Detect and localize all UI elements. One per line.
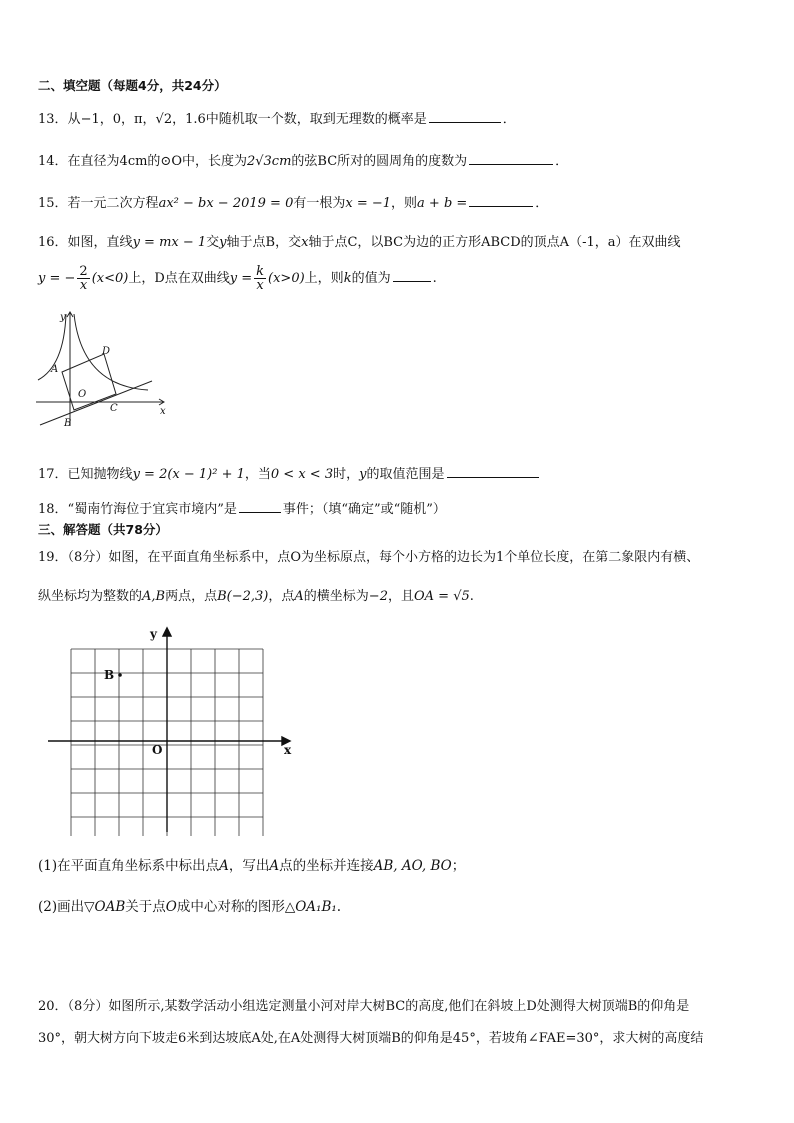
q19-text: 的横坐标为 (303, 589, 369, 604)
q17-text: ，当 (244, 467, 271, 482)
q20-text: （8分）如图所示,某数学活动小组选定测量小河对岸大树BC的高度,他们在斜坡上D处测得大树顶端B的仰角是 (67, 999, 690, 1014)
q19-text: 两点，点 (165, 589, 218, 604)
q15-equation: ax² − bx − 2019 = 0 (158, 196, 294, 211)
q17-text: 的取值范围是 (366, 467, 445, 482)
q19-text: ，点 (268, 589, 295, 604)
q16-figure (36, 308, 170, 430)
q16-hyperbola-2-lhs: y = (229, 271, 253, 286)
q19-point-b-label: B (104, 668, 115, 682)
q16-point-d-label: D (102, 346, 111, 357)
q16-line-bc (40, 381, 152, 425)
q19-x-label: x (284, 743, 292, 757)
q16-condition-1: (x<0) (91, 271, 129, 286)
question-19-line-2 (38, 588, 760, 606)
q16-hyperbola-1-lhs: y = − (38, 271, 76, 286)
q17-answer-blank[interactable] (447, 463, 539, 478)
question-15 (38, 192, 760, 213)
q15-answer-blank[interactable] (469, 192, 533, 207)
q19-part-2-text: 成中心对称的图形 (176, 899, 285, 915)
q15-text-c: ，则 (391, 196, 418, 211)
q19-part-1-a: A (219, 858, 229, 874)
question-19-line-1 (38, 549, 760, 567)
q19-part-2-text: 画出 (57, 899, 85, 915)
q19-b-coordinate: B(−2,3) (217, 589, 269, 604)
q19-point-b (118, 673, 122, 677)
q15-text-a: 若一元二次方程 (67, 196, 159, 211)
q19-part-1-segments: AB, AO, BO (373, 858, 452, 874)
q19-part-2-number: (2) (38, 899, 58, 915)
q17-y: y (359, 467, 367, 482)
question-17 (38, 463, 760, 484)
q13-values: −1，0，π，√2，1.6 (80, 112, 206, 127)
q19-number: 19． (38, 550, 68, 565)
q16-fraction-1 (77, 265, 89, 292)
section-3-heading: 三、解答题（共78分） (38, 522, 168, 537)
q16-fraction-2 (254, 265, 266, 292)
q16-text: 的值为 (351, 271, 391, 286)
q16-condition-2: (x>0) (268, 271, 305, 286)
q19-grid-figure (44, 622, 304, 836)
q14-answer-blank[interactable] (469, 150, 553, 165)
q19-y-label: y (150, 627, 157, 641)
q14-text-a: 在直径为4cm的⊙O中，长度为 (67, 154, 247, 169)
q19-part-1-a: A (269, 858, 280, 874)
q16-y-label: y (60, 312, 66, 323)
q16-x: x (301, 235, 309, 250)
q16-text: 上，D点在双曲线 (128, 271, 230, 286)
q17-text: 时， (333, 467, 360, 482)
q18-text: “蜀南竹海位于宜宾市境内”是 (67, 502, 237, 517)
q18-number: 18． (38, 502, 68, 517)
q16-text: 如图，直线 (67, 235, 133, 250)
question-20-line-1 (38, 998, 760, 1016)
q16-text: 交 (206, 235, 220, 250)
q16-point-a-label: A (51, 364, 59, 375)
q14-text-b: 的弦BC所对的圆周角的度数为 (291, 154, 468, 169)
q17-text: 已知抛物线 (67, 467, 133, 482)
question-13 (38, 108, 760, 129)
q16-text: 上，则 (304, 271, 344, 286)
q16-frac1-denominator: x (79, 278, 88, 293)
question-16-line-1 (38, 234, 760, 252)
q19-a: A (294, 589, 304, 604)
q19-text: ，且 (387, 589, 414, 604)
q13-end: ． (502, 112, 516, 127)
q19-y-arrow-icon (163, 628, 171, 636)
q19-text: 纵坐标均为整数的 (38, 589, 143, 604)
q15-root: x = −1 (345, 196, 392, 211)
q19-part-1-text: 点的坐标并连接 (279, 858, 374, 874)
q15-text-b: 有一根为 (293, 196, 346, 211)
question-20-line-2 (38, 1030, 760, 1048)
q17-number: 17． (38, 467, 68, 482)
q16-frac2-denominator: x (256, 278, 264, 293)
q19-part-2-o: O (165, 899, 177, 915)
q18-text: 事件；（填“确定”或“随机”） (282, 502, 446, 517)
q19-origin-label: O (152, 743, 163, 757)
q19-part-2-text: 关于点 (125, 899, 166, 915)
q16-number: 16． (38, 235, 68, 250)
q19-part-1 (38, 857, 760, 875)
q14-end: ． (555, 154, 569, 169)
q13-number: 13． (38, 112, 68, 127)
question-14 (38, 150, 760, 171)
q16-y: y (219, 235, 227, 250)
q13-answer-blank[interactable] (429, 108, 501, 123)
q19-oa-length: OA = √5 (413, 589, 470, 604)
q16-point-c-label: C (110, 403, 118, 414)
q15-number: 15． (38, 196, 68, 211)
section-2-heading: 二、填空题（每题4分，共24分） (38, 78, 227, 93)
q17-equation: y = 2(x − 1)² + 1 (132, 467, 245, 482)
q19-part-1-number: (1) (38, 858, 58, 874)
question-18 (38, 498, 760, 519)
question-16-line-2 (38, 264, 760, 294)
q15-end: ． (535, 196, 549, 211)
q16-answer-blank[interactable] (393, 267, 431, 282)
q16-frac2-numerator: k (256, 264, 265, 279)
q16-line-equation: y = mx − 1 (132, 235, 207, 250)
q19-part-2 (38, 898, 760, 916)
q16-x-label: x (160, 406, 166, 417)
q20-text: 30°，朝大树方向下坡走6米到达坡底A处,在A处测得大树顶端B的仰角是45°，若坡角∠FAE=30°，求大树的高度结 (38, 1031, 704, 1046)
q19-part-1-text: 在平面直角坐标系中标出点 (57, 858, 220, 874)
q16-point-b-label: B (64, 418, 72, 429)
q20-number: 20． (38, 999, 68, 1014)
q16-text: 轴于点B，交 (226, 235, 302, 250)
q14-number: 14． (38, 154, 68, 169)
q19-part-2-end: . (336, 899, 342, 915)
q19-text: （8分）如图，在平面直角坐标系中，点O为坐标原点，每个小方格的边长为1个单位长度，在第二象限内有横、 (67, 550, 700, 565)
q16-origin-label: O (78, 389, 87, 400)
q16-text: 轴于点C，以BC为边的正方形ABCD的顶点A（-1，a）在双曲线 (308, 235, 681, 250)
q18-answer-blank[interactable] (239, 498, 281, 513)
q13-text-a: 从 (67, 112, 81, 127)
q16-k: k (343, 271, 352, 286)
q19-points-ab: A,B (142, 589, 166, 604)
q19-end: . (469, 589, 474, 604)
q19-part-1-end: ； (451, 858, 466, 874)
q16-end: . (432, 271, 437, 286)
q19-part-2-image-triangle: △OA₁B₁ (284, 899, 337, 915)
q17-range: 0 < x < 3 (270, 467, 334, 482)
q19-part-1-text: ，写出 (228, 858, 270, 874)
q19-part-2-triangle: ▽OAB (84, 899, 126, 915)
q14-expr: 2√3cm (246, 154, 292, 169)
q16-frac1-numerator: 2 (79, 264, 88, 279)
q13-text-b: 中随机取一个数，取到无理数的概率是 (205, 112, 427, 127)
q15-expr: a + b = (417, 196, 468, 211)
q19-neg-two: −2 (368, 589, 388, 604)
